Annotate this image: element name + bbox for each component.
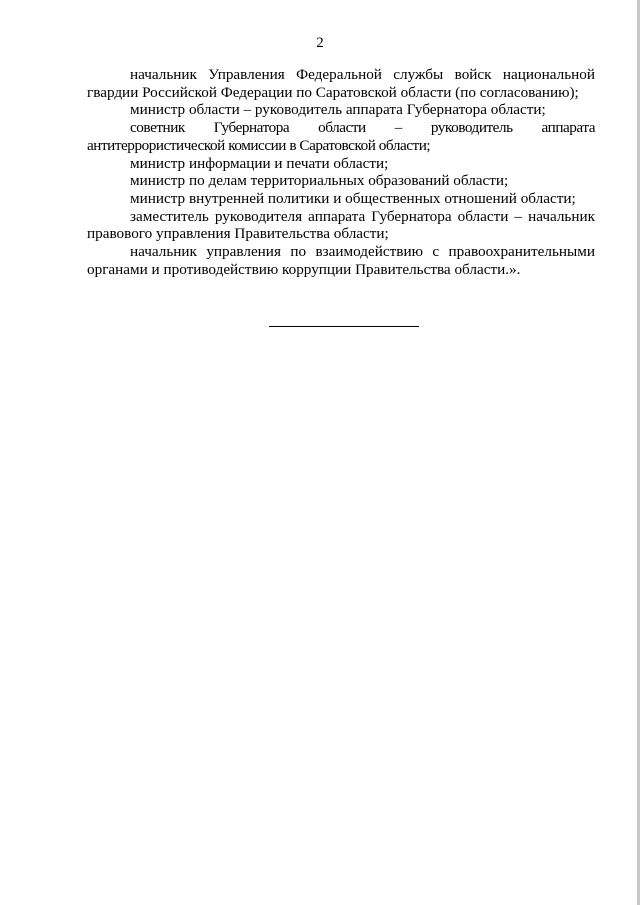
- separator-line: [269, 326, 419, 327]
- list-item-territorial-minister: министр по делам территориальных образований области;: [130, 172, 509, 190]
- page-number: 2: [316, 35, 324, 51]
- list-item-legal-department-head: заместитель руководителя аппарата Губернатора области – начальник правового управления Правительства области;: [87, 207, 595, 243]
- document-body: [87, 66, 595, 278]
- list-item-internal-policy-minister: министр внутренней политики и общественных отношений области;: [130, 189, 576, 207]
- list-item-apparatus-head: министр области – руководитель аппарата Губернатора области;: [130, 101, 546, 119]
- list-item-rosgvardia-head: начальник Управления Федеральной службы войск национальной гвардии Российской Федерации по Саратовской области (по согласованию);: [87, 66, 595, 101]
- list-item-law-enforcement-head: начальник управления по взаимодействию с правоохранительными органами и противодействию коррупции Правительства области.».: [87, 243, 595, 278]
- list-item-information-minister: министр информации и печати области;: [130, 154, 389, 172]
- list-item-antiterror-advisor: советник Губернатора области – руководитель аппарата антитеррористической комиссии в Саратовской области;: [87, 119, 595, 154]
